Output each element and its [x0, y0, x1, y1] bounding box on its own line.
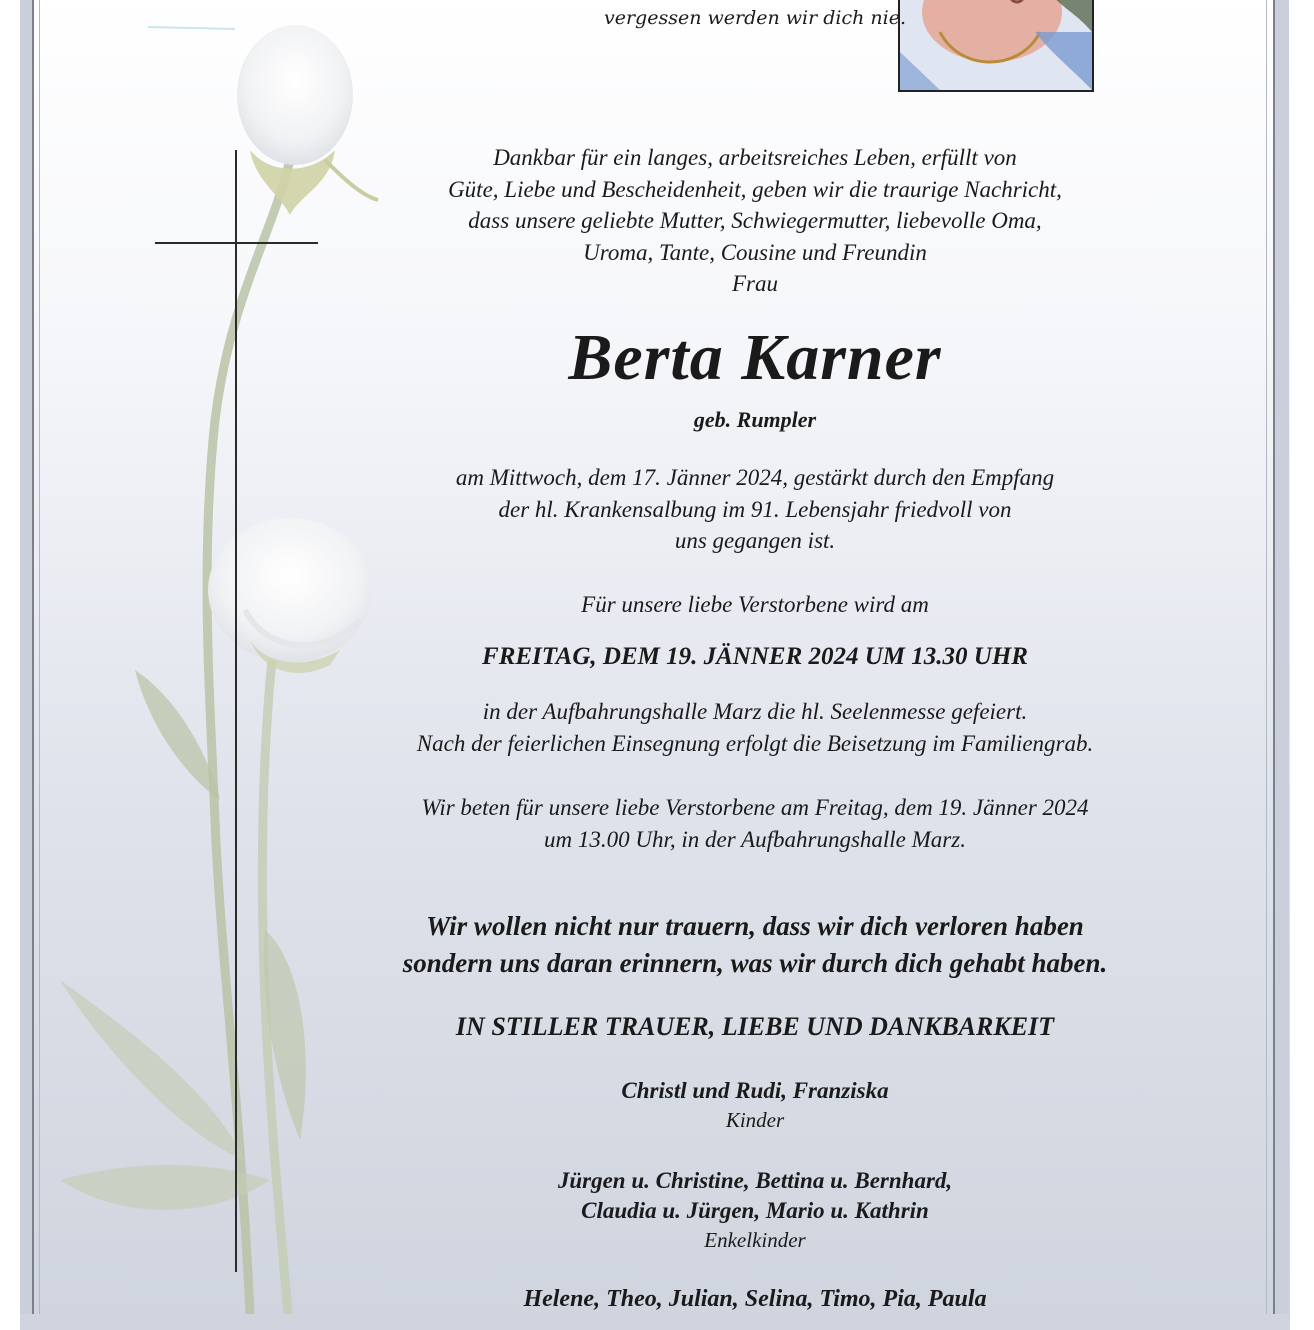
intro-line: Dankbar für ein langes, arbeitsreiches Leben, erfüllt von [493, 145, 1017, 170]
intro-text [330, 142, 1180, 300]
mass-place-line: in der Aufbahrungshalle Marz die hl. Seelenmesse gefeiert. [482, 699, 1028, 724]
deceased-name: Berta Karner [568, 321, 942, 394]
maiden-name: geb. Rumpler [693, 407, 817, 432]
prayer-line: um 13.00 Uhr, in der Aufbahrungshalle Marz. [544, 826, 966, 852]
verse [330, 4, 1180, 32]
mass-place-text [330, 696, 1180, 759]
intro-line: Güte, Liebe und Bescheidenheit, geben wir die traurige Nachricht, [448, 176, 1062, 202]
mass-intro: Für unsere liebe Verstorbene wird am [581, 592, 929, 617]
cross-symbol-vertical [235, 150, 237, 1272]
frame-right-band [1275, 0, 1289, 1314]
prayer-line: Wir beten für unsere liebe Verstorbene am Freitag, dem 19. Jänner 2024 [421, 795, 1089, 820]
frame-left-line [32, 0, 34, 1314]
intro-line: Uroma, Tante, Cousine und Freundin [583, 239, 927, 265]
intro-line: dass unsere geliebte Mutter, Schwiegermutter, liebevolle Oma, [468, 208, 1042, 233]
prayer-text [330, 792, 1180, 855]
family-grandchildren [330, 1166, 1180, 1254]
death-line: uns gegangen ist. [674, 528, 836, 553]
death-text [330, 462, 1180, 557]
frame-right-inner-line [1266, 0, 1267, 1314]
family-great-grandchildren [330, 1284, 1180, 1314]
quote-line: Wir wollen nicht nur trauern, dass wir dich verloren haben [426, 911, 1084, 941]
mourning-heading: IN STILLER TRAUER, LIEBE UND DANKBARKEIT [455, 1012, 1055, 1041]
children-names: Christl und Rudi, Franziska [621, 1078, 889, 1103]
mass-place-line: Nach der feierlichen Einsegnung erfolgt die Beisetzung im Familiengrab. [416, 730, 1094, 756]
grandchildren-role: Enkelkinder [704, 1228, 806, 1252]
verse-line-2: vergessen werden wir dich nie. [604, 7, 906, 29]
grandchildren-names: Jürgen u. Christine, Bettina u. Bernhard, [557, 1168, 953, 1193]
frame-left-band [20, 0, 32, 1314]
death-line: am Mittwoch, dem 17. Jänner 2024, gestärkt durch den Empfang [455, 465, 1055, 490]
grandchildren-names: Claudia u. Jürgen, Mario u. Kathrin [581, 1198, 929, 1223]
death-line: der hl. Krankensalbung im 91. Lebensjahr friedvoll von [498, 496, 1012, 522]
mass-date: FREITAG, DEM 19. JÄNNER 2024 UM 13.30 UHR [482, 643, 1028, 670]
great-grandchildren-names: Helene, Theo, Julian, Selina, Timo, Pia, Paula [523, 1286, 987, 1312]
quote-line: sondern uns daran erinnern, was wir durch dich gehabt haben. [402, 948, 1108, 978]
cross-symbol-horizontal [155, 242, 318, 244]
children-role: Kinder [725, 1108, 785, 1132]
family-children [330, 1076, 1180, 1134]
intro-line: Frau [732, 271, 778, 296]
memorial-quote [330, 908, 1180, 982]
